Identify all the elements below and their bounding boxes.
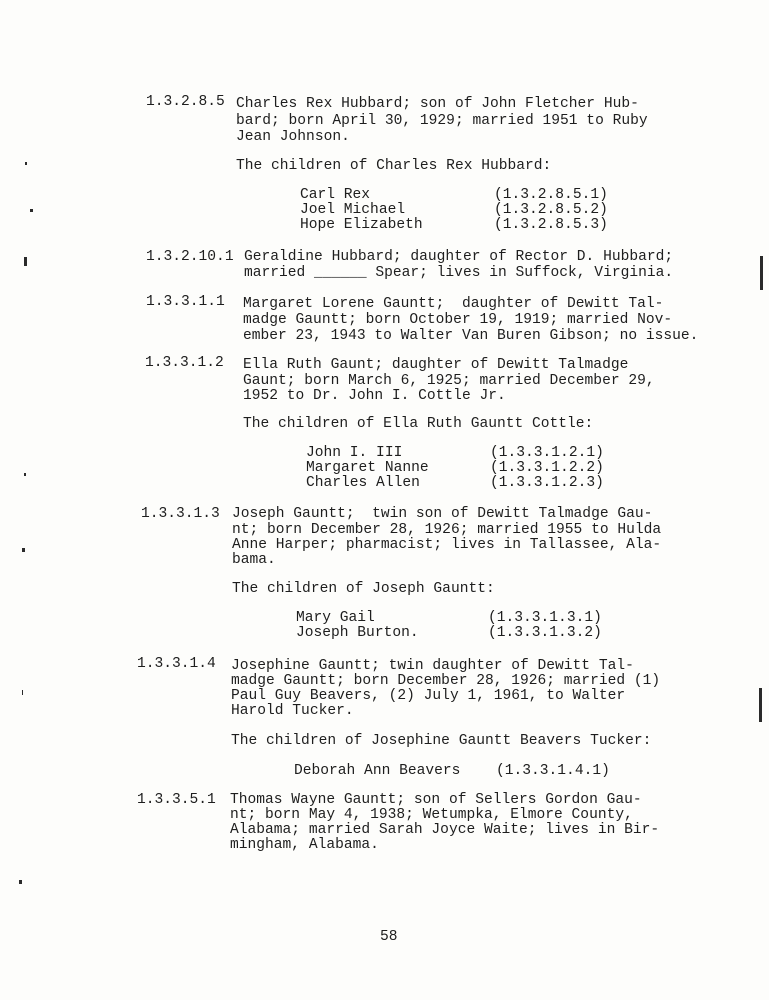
margin-speck bbox=[24, 257, 27, 266]
children-heading: The children of Charles Rex Hubbard: bbox=[236, 158, 552, 174]
entry-id: 1.3.3.5.1 bbox=[137, 792, 216, 808]
child-number: (1.3.2.8.5.3) bbox=[494, 217, 608, 233]
child-name: Carl Rex bbox=[300, 187, 371, 203]
child-name: Joseph Burton. bbox=[296, 625, 419, 641]
entry-id: 1.3.2.8.5 bbox=[146, 94, 225, 110]
entry-text-line: Alabama; married Sarah Joyce Waite; lives in Bir- bbox=[230, 822, 660, 838]
child-number: (1.3.3.1.3.2) bbox=[488, 625, 602, 641]
children-heading: The children of Joseph Gauntt: bbox=[232, 581, 495, 597]
entry-text-line: Paul Guy Beavers, (2) July 1, 1961, to Walter bbox=[231, 688, 626, 704]
entry-id: 1.3.3.1.4 bbox=[137, 656, 216, 672]
margin-speck bbox=[24, 473, 26, 476]
entry-text-line: Joseph Gauntt; twin son of Dewitt Talmadge Gau- bbox=[232, 506, 653, 522]
entry-text-line: Jean Johnson. bbox=[236, 129, 350, 145]
child-number: (1.3.3.1.2.1) bbox=[490, 445, 604, 461]
margin-speck bbox=[30, 209, 33, 212]
child-name: Joel Michael bbox=[300, 202, 406, 218]
child-name: Deborah Ann Beavers bbox=[294, 763, 461, 779]
entry-id: 1.3.3.1.1 bbox=[146, 294, 225, 310]
entry-id: 1.3.3.1.3 bbox=[141, 506, 220, 522]
revision-bar bbox=[759, 688, 762, 722]
child-name: Hope Elizabeth bbox=[300, 217, 423, 233]
margin-speck bbox=[25, 162, 27, 165]
child-number: (1.3.2.8.5.2) bbox=[494, 202, 608, 218]
page-number: 58 bbox=[380, 929, 398, 945]
entry-text-line: Gaunt; born March 6, 1925; married December 29, bbox=[243, 373, 655, 389]
entry-text-line: ember 23, 1943 to Walter Van Buren Gibson; no issue. bbox=[243, 328, 699, 344]
child-number: (1.3.3.1.3.1) bbox=[488, 610, 602, 626]
entry-text-line: Josephine Gauntt; twin daughter of Dewitt Tal- bbox=[231, 658, 634, 674]
children-heading: The children of Josephine Gauntt Beavers Tucker: bbox=[231, 733, 652, 749]
entry-text-line: Ella Ruth Gaunt; daughter of Dewitt Talmadge bbox=[243, 357, 629, 373]
entry-text-line: mingham, Alabama. bbox=[230, 837, 379, 853]
entry-text-line: Margaret Lorene Gauntt; daughter of Dewitt Tal- bbox=[243, 296, 664, 312]
entry-text-line: bard; born April 30, 1929; married 1951 to Ruby bbox=[236, 113, 648, 129]
child-name: John I. III bbox=[306, 445, 403, 461]
entry-text-line: madge Gauntt; born December 28, 1926; married (1) bbox=[231, 673, 661, 689]
entry-text-line: Anne Harper; pharmacist; lives in Tallassee, Ala- bbox=[232, 537, 662, 553]
entry-text-line: Thomas Wayne Gauntt; son of Sellers Gordon Gau- bbox=[230, 792, 642, 808]
entry-text-line: Geraldine Hubbard; daughter of Rector D. Hubbard; bbox=[244, 249, 674, 265]
child-number: (1.3.3.1.2.2) bbox=[490, 460, 604, 476]
child-number: (1.3.3.1.2.3) bbox=[490, 475, 604, 491]
child-number: (1.3.3.1.4.1) bbox=[496, 763, 610, 779]
child-name: Mary Gail bbox=[296, 610, 375, 626]
margin-speck bbox=[22, 548, 25, 552]
entry-id: 1.3.2.10.1 bbox=[146, 249, 234, 265]
entry-text-line: nt; born December 28, 1926; married 1955 to Hulda bbox=[232, 522, 662, 538]
entry-text-line: 1952 to Dr. John I. Cottle Jr. bbox=[243, 388, 506, 404]
margin-speck bbox=[19, 880, 22, 884]
entry-text-line: married ______ Spear; lives in Suffock, Virginia. bbox=[244, 265, 674, 281]
entry-text-line: Harold Tucker. bbox=[231, 703, 354, 719]
children-heading: The children of Ella Ruth Gauntt Cottle: bbox=[243, 416, 594, 432]
revision-bar bbox=[760, 256, 763, 290]
entry-text-line: nt; born May 4, 1938; Wetumpka, Elmore County, bbox=[230, 807, 633, 823]
child-name: Margaret Nanne bbox=[306, 460, 429, 476]
child-name: Charles Allen bbox=[306, 475, 420, 491]
entry-text-line: Charles Rex Hubbard; son of John Fletcher Hub- bbox=[236, 96, 639, 112]
margin-speck bbox=[22, 690, 23, 695]
child-number: (1.3.2.8.5.1) bbox=[494, 187, 608, 203]
entry-text-line: madge Gauntt; born October 19, 1919; married Nov- bbox=[243, 312, 673, 328]
entry-id: 1.3.3.1.2 bbox=[145, 355, 224, 371]
entry-text-line: bama. bbox=[232, 552, 276, 568]
